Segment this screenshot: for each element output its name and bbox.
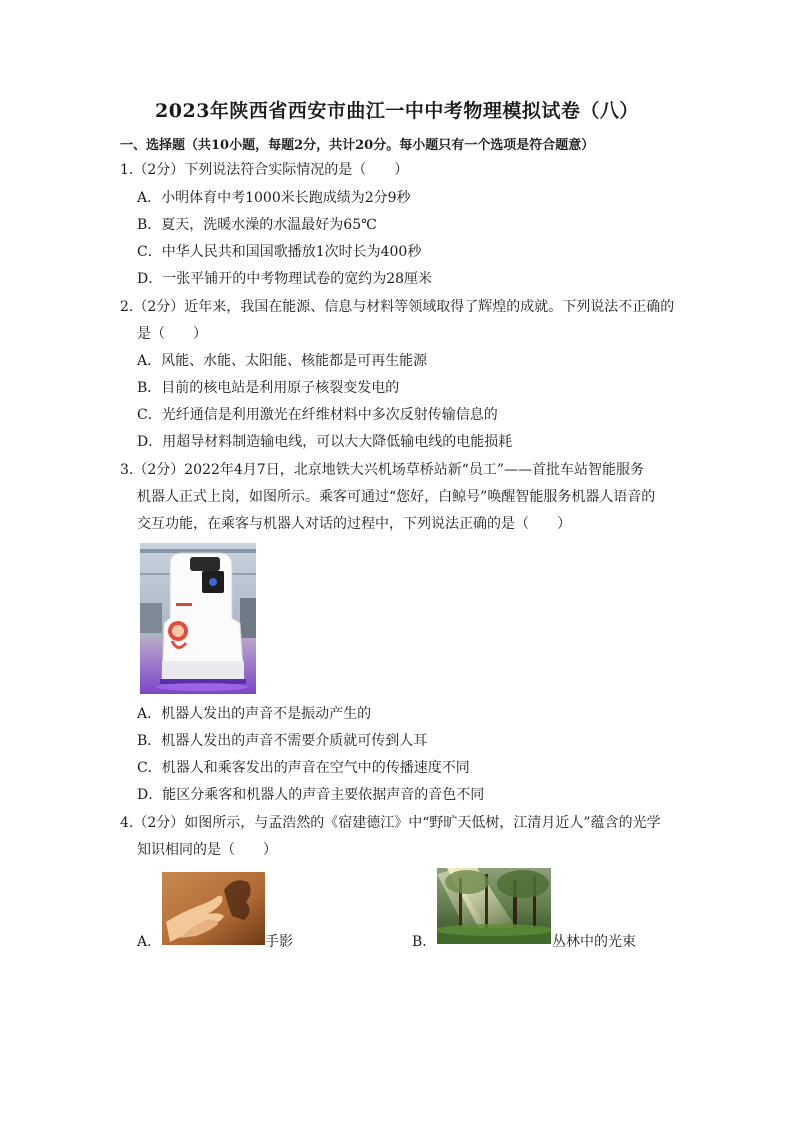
- question-2-stem-cont: 是（ ）: [137, 326, 207, 342]
- q3-option-b[interactable]: B．机器人发出的声音不需要介质就可传到人耳: [137, 733, 428, 749]
- q2-option-c[interactable]: C．光纤通信是利用激光在纤维材料中多次反射传输信息的: [137, 407, 498, 423]
- service-robot-image: [140, 543, 256, 694]
- q1-option-a[interactable]: A．小明体育中考1000米长跑成绩为2分9秒: [137, 190, 411, 206]
- q2-option-d[interactable]: D．用超导材料制造输电线，可以大大降低输电线的电能损耗: [137, 434, 513, 450]
- q2-option-a[interactable]: A．风能、水能、太阳能、核能都是可再生能源: [137, 353, 428, 369]
- question-3-stem-cont2: 交互功能，在乘客与机器人对话的过程中，下列说法正确的是（ ）: [137, 516, 571, 532]
- question-2-stem: 2.（2分）近年来，我国在能源、信息与材料等领域取得了辉煌的成就。下列说法不正确的: [120, 299, 675, 315]
- section-heading: 一、选择题（共10小题，每题2分，共计20分。每小题只有一个选项是符合题意）: [120, 138, 595, 153]
- q1-option-b[interactable]: B．夏天，洗暖水澡的水温最好为65℃: [137, 217, 377, 233]
- q3-option-d[interactable]: D．能区分乘客和机器人的声音主要依据声音的音色不同: [137, 787, 485, 803]
- question-4-stem-cont: 知识相同的是（ ）: [137, 842, 277, 858]
- q4-option-b-letter[interactable]: B．: [412, 934, 437, 950]
- page-title: 2023年陕西省西安市曲江一中中考物理模拟试卷（八）: [155, 100, 639, 122]
- q3-option-c[interactable]: C．机器人和乘客发出的声音在空气中的传播速度不同: [137, 760, 470, 776]
- question-4-stem: 4.（2分）如图所示，与孟浩然的《宿建德江》中“野旷天低树，江清月近人”蕴含的光学: [120, 815, 661, 831]
- hand-shadow-image: [162, 872, 265, 945]
- q3-option-a[interactable]: A．机器人发出的声音不是振动产生的: [137, 706, 372, 722]
- question-3-stem-cont: 机器人正式上岗，如图所示。乘客可通过“您好，白鲸号”唤醒智能服务机器人语音的: [137, 489, 656, 505]
- forest-light-beam-image: [437, 868, 551, 944]
- q1-option-c[interactable]: C．中华人民共和国国歌播放1次时长为400秒: [137, 244, 422, 260]
- q4-option-a-caption: 手影: [265, 934, 293, 950]
- q1-option-d[interactable]: D．一张平铺开的中考物理试卷的宽约为28厘米: [137, 271, 433, 287]
- q4-option-b-caption: 丛林中的光束: [552, 934, 636, 950]
- q4-option-a-letter[interactable]: A．: [137, 934, 162, 950]
- question-1-stem: 1.（2分）下列说法符合实际情况的是（ ）: [120, 162, 409, 178]
- q2-option-b[interactable]: B．目前的核电站是利用原子核裂变发电的: [137, 380, 400, 396]
- question-3-stem: 3.（2分）2022年4月7日，北京地铁大兴机场草桥站新“员工”——首批车站智能服务: [120, 462, 645, 478]
